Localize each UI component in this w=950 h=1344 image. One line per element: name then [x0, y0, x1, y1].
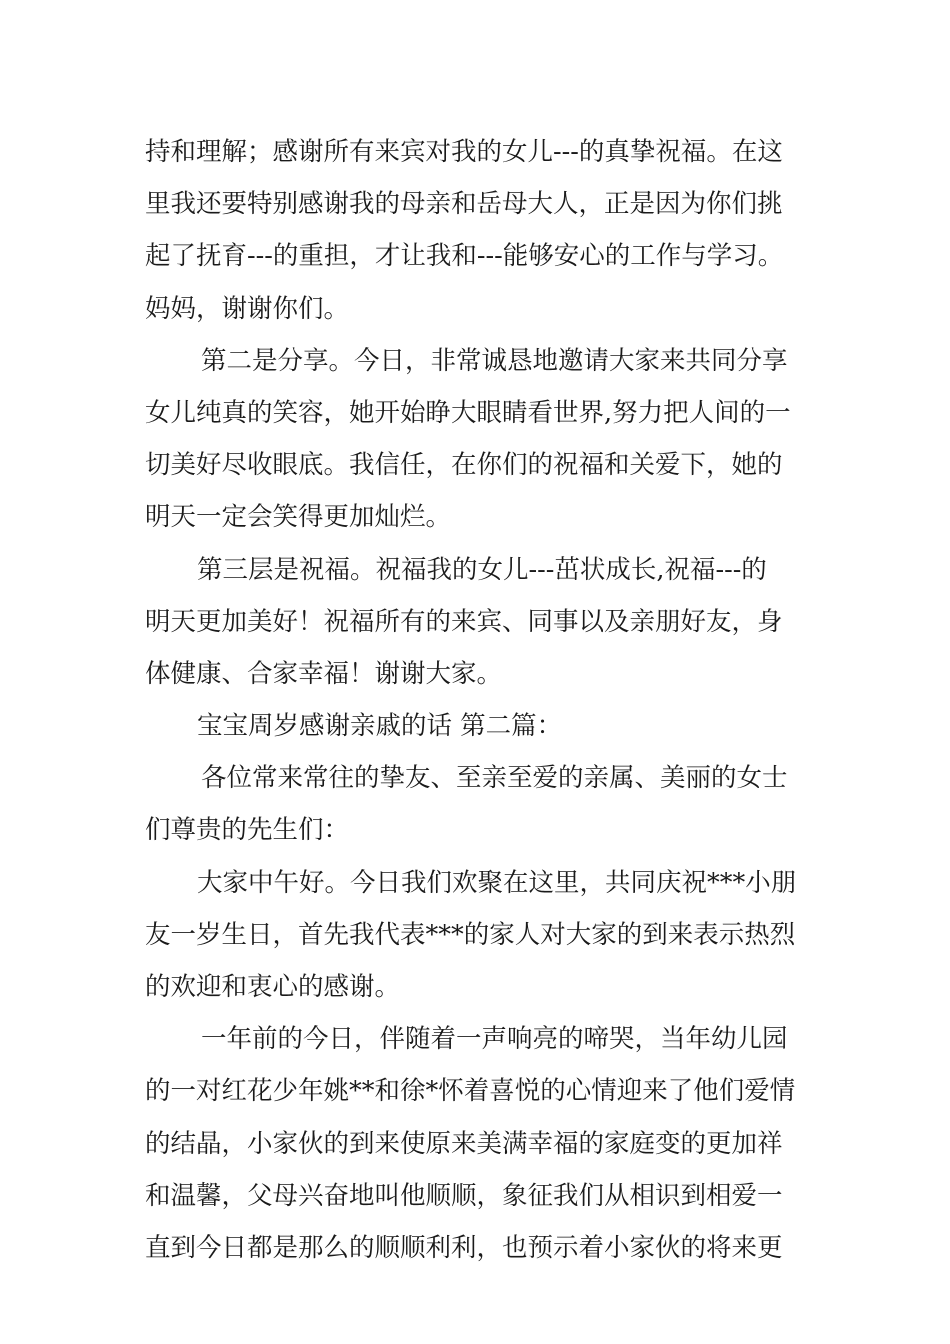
paragraph — [145, 335, 845, 544]
paragraph — [145, 544, 845, 701]
text-line: 们尊贵的先生们： — [145, 815, 350, 846]
paragraph — [145, 857, 845, 1014]
text-line: 女儿纯真的笑容，她开始睁大眼睛看世界,努力把人间的一 — [145, 397, 791, 428]
text-line: 体健康、合家幸福！谢谢大家。 — [145, 658, 503, 689]
text-line: 明天更加美好！祝福所有的来宾、同事以及亲朋好友，身 — [145, 606, 783, 637]
text-line: 第二是分享。今日，非常诚恳地邀请大家来共同分享 — [201, 345, 788, 376]
text-line: 一年前的今日，伴随着一声响亮的啼哭，当年幼儿园 — [201, 1024, 788, 1055]
text-line: 各位常来常往的挚友、至亲至爱的亲属、美丽的女士 — [201, 763, 788, 794]
text-line: 妈妈，谢谢你们。 — [145, 293, 350, 324]
text-line: 切美好尽收眼底。我信任，在你们的祝福和关爱下，她的 — [145, 450, 783, 481]
text-line: 起了抚育---的重担，才让我和---能够安心的工作与学习。 — [145, 241, 784, 272]
document-body — [145, 126, 845, 1274]
text-line: 第三层是祝福。祝福我的女儿---茁状成长,祝福---的 — [197, 554, 767, 585]
paragraph — [145, 700, 845, 752]
text-line: 宝宝周岁感谢亲戚的话 第二篇： — [197, 711, 563, 742]
text-line: 和温馨，父母兴奋地叫他顺顺，象征我们从相识到相爱一 — [145, 1180, 783, 1211]
text-line: 大家中午好。今日我们欢聚在这里，共同庆祝***小朋 — [197, 867, 797, 898]
paragraph — [145, 126, 845, 335]
text-line: 持和理解；感谢所有来宾对我的女儿---的真挚祝福。在这 — [145, 137, 783, 167]
text-line: 直到今日都是那么的顺顺利利，也预示着小家伙的将来更 — [145, 1232, 783, 1263]
text-line: 的结晶，小家伙的到来使原来美满幸福的家庭变的更加祥 — [145, 1128, 783, 1159]
text-line: 友一岁生日，首先我代表***的家人对大家的到来表示热烈 — [145, 919, 796, 950]
text-line: 明天一定会笑得更加灿烂。 — [145, 502, 452, 533]
text-line: 的一对红花少年姚**和徐*怀着喜悦的心情迎来了他们爱情 — [145, 1076, 796, 1107]
text-line: 里我还要特别感谢我的母亲和岳母大人，正是因为你们挑 — [145, 189, 783, 220]
text-line: 的欢迎和衷心的感谢。 — [145, 972, 401, 1002]
paragraph — [145, 1013, 845, 1274]
paragraph — [145, 752, 845, 856]
